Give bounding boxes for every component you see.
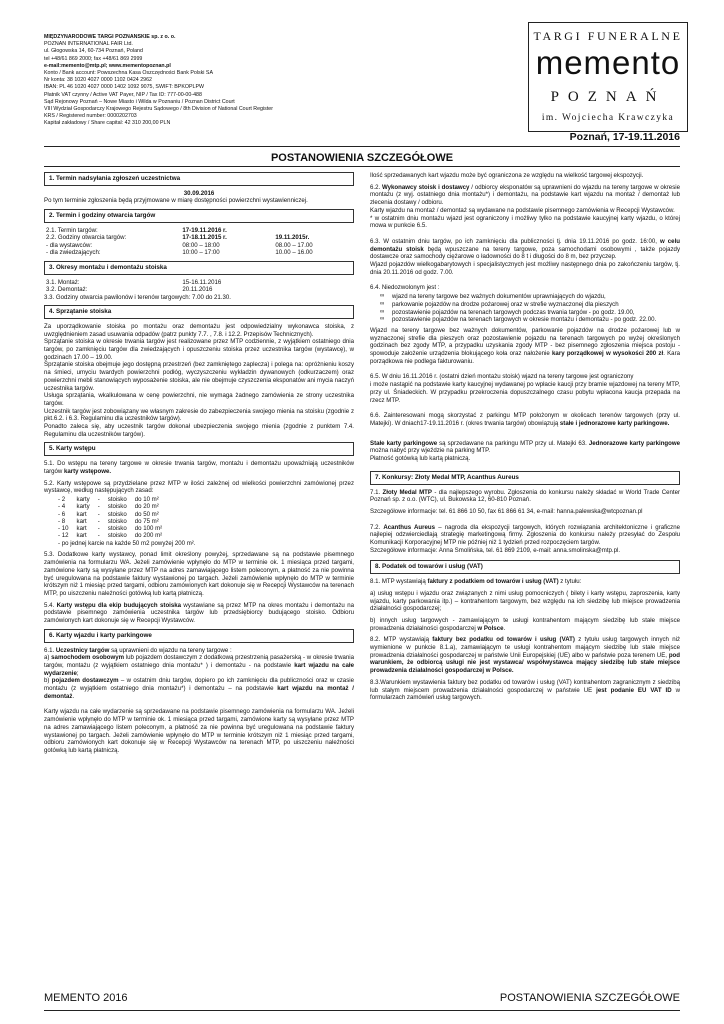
list-item: ∞ pozostawienie pojazdów na terenach targowych podczas trwania targów - po godz. 19.00, xyxy=(380,309,680,317)
text-run: wystawiane są przez MTP na okres montażu i demontażu na podstawie pisemnego zamówienia uczestnika targów lub przedsiębiorcy budującego stoisko. Odbioru zamówionych kart dokonuje się w Recepcji Wystawców. xyxy=(44,601,354,625)
section-8-heading: 8. Podatek od towarów i usług (VAT) xyxy=(370,560,680,574)
logo-line-2: memento xyxy=(535,44,681,81)
section-4-p4: Usługa sprzątania, wkalkulowana w cenę powierzchni, nie wymaga żadnego zamówienia ze strony uczestnika targów. xyxy=(44,392,354,407)
assembly-table xyxy=(44,279,354,294)
company-info-line: KRS / Registered number: 0000202703 xyxy=(44,113,137,120)
text-run: 5.4. xyxy=(44,601,57,609)
text-run: pod warunkiem, że odbiorcą usługi nie jest wystawca/ współwystawca mający siedzibę lub stałe miejsce prowadzenia działalności gospodarczej w Polsce. xyxy=(370,651,680,675)
section-5-p4 xyxy=(44,602,354,625)
section-6-2 xyxy=(370,184,680,207)
company-info-line: tel +48/61 869 2000; fax +48/61 869 2999 xyxy=(44,55,143,62)
section-6-3 xyxy=(370,238,680,261)
company-info-line: VIII Wydział Gospodarczy Krajowego Rejestru Sądowego / 8th Division of National Court Register xyxy=(44,106,274,113)
text-run: 8.3.Warunkiem wystawienia faktury bez podatku od towarów i usług (VAT) kontrahentom zagranicznym z siedzibą lub stałym miejscem prowadzenia działalności gospodarczej w państwie UE xyxy=(370,678,680,694)
text-run: Uczestnicy targów xyxy=(55,646,110,654)
section-5-p1 xyxy=(44,460,354,475)
table-cell: - xyxy=(97,510,100,518)
text-run: są uprawnieni do wjazdu na tereny targowe : xyxy=(109,646,232,654)
table-cell: - xyxy=(97,525,100,533)
company-info-line: Kapitał zakładowy / Share capital: 42 310 200,00 PLN xyxy=(44,120,171,127)
table-cell: - 4 xyxy=(58,503,66,511)
section-8-1 xyxy=(370,578,680,586)
text-run: – w ostatnim dniu targów, dopiero po ich zamknięciu dla publiczności oraz w czasie montażu (z wyjątkiem ostatniego dnia montażu*) i demontażu – na podstawie xyxy=(44,677,354,693)
text-run: - dla najlepszego wyrobu. Zgłoszenia do konkursu należy składać w World Trade Center Poznań sp. z o.o. (WTC), ul. Bukowska 12, 60-810 Poznań. xyxy=(370,488,681,504)
table-row xyxy=(54,496,166,503)
text-run: pojazdem dostawczym xyxy=(51,677,119,685)
text-run: ; xyxy=(76,669,79,677)
entry-cards-table xyxy=(54,496,166,540)
text-run: będą wpuszczane na tereny targowe, poza samochodami osobowymi , także pojazdy dostawcze oraz samochody ciężarowe o ładowności do 8 t i długości do 8 m, bez przyczep. xyxy=(370,245,680,261)
table-cell: - xyxy=(97,517,100,525)
text-run: 6.2. xyxy=(370,183,383,191)
left-column xyxy=(44,172,354,759)
table-cell: do 75 m² xyxy=(134,517,159,525)
table-cell: - xyxy=(97,495,100,503)
section-5-p3: 5.3. Dodatkowe karty wystawcy, ponad limit określony powyżej, sprzedawane są na podstawie pisemnego zamówienia na formularzu WA. Jeżeli zamówienie wpłynęło do MTP w terminie ok. 1 miesiąca przed targami, zamówione karty są wysyłane przez MTP na adres zamawiającego listem poleconym, a płatność za nie powinna być uregulowana na podstawie faktury wystawionej po targach. Jeżeli zamówienie wpłynęło do MTP w terminie krótszym niż 1 miesiąc przed targami, odbioru zamówionych kart dokonuje się w Recepcji Wystawców na terenach MTP, po uiszczeniu należności gotówką lub kartą płatniczą. xyxy=(44,551,354,597)
section-8-2 xyxy=(370,636,680,675)
section-1-heading: 1. Termin nadsyłania zgłoszeń uczestnictwa xyxy=(44,172,354,186)
fair-hours-cell: - dla zwiedzających: xyxy=(46,249,101,257)
company-info-line: ul. Głogowska 14, 60-734 Poznań, Poland xyxy=(44,48,143,55)
header-rule-bottom xyxy=(44,166,680,167)
section-6-p2 xyxy=(44,654,354,677)
text-run: 8.1. MTP wystawiają xyxy=(370,578,428,586)
section-1-date: 30.09.2016 xyxy=(183,189,215,197)
fair-hours-cell: 10:00 – 17:00 xyxy=(182,249,220,257)
section-4-p1: Za uporządkowanie stoiska po montażu oraz demontażu jest odpowiedzialny wykonawca stoiska, z uwzględnieniem zasad usuwania odpadów (patrz punkty 7.7. , 7.8. i 12.2. Przepisów Technicznych). xyxy=(44,322,354,338)
table-cell: do 10 m² xyxy=(134,495,159,503)
text-run: kart wjazdu na montaż / demontaż xyxy=(44,685,354,700)
text-run: karty wstępowe. xyxy=(63,467,112,475)
section-8-1-a: a) usług wstępu i wjazdu oraz związanych z nimi usług pomocniczych ( bilety i karty wstępu, zaproszenia, karty wjazdu, karty parkowania itp.) – kontrahentom targowym, bez względu na ich siedzibę lub miejsce prowadzenia działalności gospodarczej; xyxy=(370,589,680,613)
text-run: w Polsce xyxy=(477,624,504,632)
text-run: lub pojazdem dostawczym z dodatkową przestrzenią pasażerską - w okresie trwania targów, montażu (z wyjątkiem ostatniego dnia montażu* ) i demontażu - na podstawie xyxy=(44,654,354,669)
section-6-3-d: Wjazd pojazdów wielkogabarytowych i specjalistycznych jest możliwy następnego dnia po zakończeniu targów, tj. dnia 20.11.2016 od godz. 7.00. xyxy=(370,261,680,276)
footer-right: POSTANOWIENIA SZCZEGÓŁOWE xyxy=(499,992,680,1004)
company-info-line: Płatnik VAT czynny / Active VAT Payer, NIP / Tax ID: 777-00-00-488 xyxy=(44,91,202,98)
city-date: Poznań, 17-19.11.2016 xyxy=(569,131,680,143)
section-4-p6: Ponadto zaleca się, aby uczestnik targów dokonał ubezpieczenia swojego mienia (zgodnie z punktem 7.4. Regulaminu dla uczestników targów). xyxy=(44,423,354,438)
section-7-2 xyxy=(370,524,680,547)
section-6-heading: 6. Karty wjazdu i karty parkingowe xyxy=(44,629,354,643)
section-3-hours: 3.3. Godziny otwarcia pawilonów i terenów targowych: 7.00 do 21.30. xyxy=(44,293,231,301)
right-p0: Ilość sprzedawanych kart wjazdu może być ograniczona ze względu na wielkość targowej ekspozycji. xyxy=(370,172,644,179)
fair-hours-cell: 08.00 – 17.00 xyxy=(275,241,313,249)
section-6-7 xyxy=(370,440,680,455)
table-cell: do 50 m² xyxy=(134,510,159,518)
table-cell: karty xyxy=(76,495,90,503)
text-run: stałe i jednorazowe karty parkingowe. xyxy=(559,419,670,427)
assembly-cell: 3.1. Montaż: xyxy=(46,278,80,286)
table-cell: - 8 xyxy=(58,517,66,525)
company-info-line: POZNAŃ INTERNATIONAL FAIR Ltd. xyxy=(44,41,133,48)
section-6-4: 6.4. Niedozwolonym jest : xyxy=(370,284,440,292)
section-3-heading: 3. Okresy montażu i demontażu stoiska xyxy=(44,261,354,275)
footer-left: MEMENTO 2016 xyxy=(44,992,128,1004)
fair-hours-cell: 17-18.11.2015 r. xyxy=(182,234,227,242)
table-cell: do 20 m² xyxy=(134,503,159,511)
prohibited-list xyxy=(380,293,680,324)
section-6-2-e: * w ostatnim dniu montażu wjazd jest ograniczony i możliwy tylko na podstawie kaucyjnej karty wjazdu, o której mowa w punkcie 6.5. xyxy=(370,214,680,230)
section-5-heading: 5. Karty wstępu xyxy=(44,442,354,456)
text-run: . Kara porządkowa nie podlega fakturowaniu. xyxy=(370,350,680,365)
text-run: 6.3. W ostatnim dniu targów, po ich zamknięciu dla publiczności tj. dnia 19.11.2016 po godz. 16:00, xyxy=(370,237,661,245)
assembly-cell: 20.11.2016 xyxy=(182,286,213,294)
table-cell: - xyxy=(97,532,100,540)
text-run: kary porządkowej w wysokości 200 zł xyxy=(552,350,664,358)
section-4-heading: 4. Sprzątanie stoiska xyxy=(44,305,354,319)
company-info-line: Nr konta: 38 1020 4027 0000 1102 0424 2962 xyxy=(44,77,152,84)
text-run: . xyxy=(503,624,506,632)
table-cell: stoisko xyxy=(107,532,127,540)
fair-hours-cell: - dla wystawców: xyxy=(46,241,93,249)
fair-hours-cell: 17-19.11.2016 r. xyxy=(182,226,227,234)
text-run: Karty wstępu dla ekip budujących stoiska xyxy=(56,601,182,609)
text-run: kart wjazdu na całe wydarzenie xyxy=(44,661,354,677)
company-info xyxy=(44,34,374,128)
table-cell: stoisko xyxy=(107,503,127,511)
table-cell: kart xyxy=(76,510,87,518)
text-run: w formularzach zamówień usług targowych. xyxy=(370,686,680,702)
text-run: 6.1. xyxy=(44,646,56,654)
text-run: Wykonawcy stoisk i dostawcy xyxy=(382,183,470,191)
fair-hours-cell: 2.1. Termin targów: xyxy=(46,226,98,234)
section-7-2-d: Szczegółowe informacje: Anna Smolińska, tel. 61 869 2109, e-mail: anna.smolinska@mtp.pl. xyxy=(370,546,621,554)
table-cell: - 10 xyxy=(58,525,69,533)
section-4-p3: Sprzątanie stoiska obejmuje jego dostępną przestrzeń (bez zamkniętego zaplecza) i polega na: opróżnieniu koszy na śmieci, umyciu twardych powierzchni podłóg, wyczyszczeniu wykładzin dywanowych (odkurzaczem) oraz powierzchni mebli stanowiących wyposażenie stoiska, ale nie obejmuje czyszczenia eksponatów ani mycia naczyń uczestnika targów. xyxy=(44,361,354,392)
table-cell: stoisko xyxy=(107,525,127,533)
text-run: 7.1. xyxy=(370,488,383,496)
fair-hours-table xyxy=(44,227,354,257)
text-run: Stałe karty parkingowe xyxy=(370,439,438,447)
text-run: są sprzedawane na parkingu MTP przy ul. Matejki 63. xyxy=(437,439,589,447)
text-run: jest podanie EU VAT ID xyxy=(596,686,672,694)
section-6-p3 xyxy=(44,677,354,700)
section-6-5-a: 6.5. W dniu 16.11.2016 r. (ostatni dzień montażu stoisk) wjazd na tereny targowe jest ograniczony xyxy=(370,373,634,381)
text-run: 6.6. Zainteresowani mogą skorzystać z parkingu MTP położonym w okolicach terenów targowych (przy ul. Matejki). W dniach17-19.11.2016 r. (okres trwania targów) obowiązują xyxy=(370,412,680,427)
table-cell: stoisko xyxy=(107,517,127,525)
section-2-heading: 2. Termin i godziny otwarcia targów xyxy=(44,209,354,223)
section-6-4-b xyxy=(370,327,680,366)
text-run: Wjazd na tereny targowe bez ważnych dokumentów, parkowanie pojazdów na drodze pożarowej lub w wyznaczonej strefie dla pieszych oraz pozostawienie pojazdu na terenach targowych po wyżej określonych godzinach bez zgody MTP, a przypadku uzyskania zgody MTP - bez pisemnego zgłoszenia miejsca postoju - spowoduje założenie urządzenia blokującego koła oraz nałożenie xyxy=(370,326,680,358)
text-run: 8.2. MTP wystawiają xyxy=(370,636,433,644)
section-4-p2: Sprzątanie stoiska w okresie trwania targów jest realizowane przez MTP codziennie, z wyjątkiem ostatniego dnia targów, po zamknięciu targów dla zwiedzających i opuszczeniu stoiska przez uczestnika targów (wystawcę), w godzinach 17.00 – 19.00. xyxy=(44,338,354,361)
list-item: ∞ pozostawienie pojazdów na terenach targowych w okresie montażu i demontażu - po godz. 22.00. xyxy=(380,316,680,324)
logo-line-4: im. Wojciecha Krawczyka xyxy=(541,113,675,123)
logo-line-1: TARGI FUNERALNE xyxy=(533,29,683,43)
company-info-line: MIĘDZYNARODOWE TARGI POZNAŃSKIE sp. z o. o. xyxy=(44,34,176,40)
table-cell: stoisko xyxy=(107,510,127,518)
table-cell: kart xyxy=(76,517,87,525)
table-cell: kart xyxy=(76,532,87,540)
text-run: samochodem osobowym xyxy=(51,654,125,662)
section-1-text: Po tym terminie zgłoszenia będą przyjmowane w miarę dostępności powierzchni wystawienniczej. xyxy=(44,197,308,205)
right-column xyxy=(370,172,680,706)
company-info-line: Sąd Rejonowy Poznań – Nowe Miasto i Wilda w Poznaniu / Poznan District Court xyxy=(44,98,235,105)
page-title: POSTANOWIENIA SZCZEGÓŁOWE xyxy=(270,152,454,164)
text-run: faktury z podatkiem od towarów i usług (VAT) xyxy=(427,578,559,586)
table-cell: do 200 m² xyxy=(134,532,163,540)
section-6-p4: Karty wjazdu na całe wydarzenie są sprzedawane na podstawie pisemnego zamówienia na formularzu WA. Jeżeli zamówienie wpłynęło do MTP w terminie ok. 1 miesiąca przed targami, zamówione karty są wysyłane przez MTP na adres zamawiającego listem poleconym, a płatność za nie powinna być uregulowana na podstawie faktury wystawionej po targach. Jeżeli zamówienie wpłynęło do MTP w terminie krótszym niż 1 miesiąc przed targami, odbioru zamówionych kart dokonuje się w Recepcji Wystawców na terenach MTP, po uiszczeniu należności gotówką lub kartą płatniczą. xyxy=(44,708,354,754)
text-run: faktury bez podatku od towarów i usług (VAT) xyxy=(432,636,575,644)
section-6-2-d: Karty wjazdu na montaż / demontaż są wydawane na podstawie pisemnego zamówienia w Recepcji Wystawców. xyxy=(370,206,675,214)
text-run: Acanthus Aureus xyxy=(383,523,436,531)
list-item: ∞ parkowanie pojazdów na drodze pożarowej oraz w strefie wyznaczonej dla pieszych xyxy=(380,301,680,309)
fair-hours-cell: 2.2. Godziny otwarcia targów: xyxy=(46,234,127,242)
text-run: można nabyć przy wjeździe na parking MTP. xyxy=(370,447,491,455)
table-cell: stoisko xyxy=(107,495,127,503)
table-row xyxy=(54,525,166,532)
text-run: b) xyxy=(44,677,52,685)
table-cell: - xyxy=(97,503,100,511)
header-rule-top xyxy=(44,146,680,147)
text-run: 5.1. Do wstępu na tereny targowe w okresie trwania targów, montażu i demontażu upoważniają uczestników targów xyxy=(44,460,354,475)
section-8-3 xyxy=(370,679,680,702)
section-6-7-e: Płatność gotówką lub kartą płatniczą. xyxy=(370,455,471,463)
company-info-line: Konto / Bank account: Powszechna Kasa Oszczędności Bank Polski SA xyxy=(44,70,214,77)
fair-hours-cell xyxy=(273,227,354,235)
table-cell: - 12 xyxy=(58,532,69,540)
text-run: / odbiorcy eksponatów są uprawnieni do wjazdu na tereny targowe w okresie montażu (z wyj. ostatniego dnia montażu*) i demontażu, na podstawie kart wjazdu na montaż / demontaż lub zlecenia dostawy / odbioru. xyxy=(370,183,680,207)
table-cell: do 100 m² xyxy=(134,525,163,533)
fair-hours-cell: 19.11.2015r. xyxy=(275,234,310,242)
section-6-p1 xyxy=(44,647,354,655)
table-cell: kart xyxy=(76,525,87,533)
text-run: a) xyxy=(44,654,52,662)
logo-line-3: POZNAŃ xyxy=(550,89,666,105)
text-run: b) innych usług targowych - zamawiającym te usługi kontrahentom mającym siedzibę lub stałe miejsce prowadzenia działalności gospodarczej xyxy=(370,616,680,632)
table-row xyxy=(54,518,166,525)
section-7-heading: 7. Konkursy: Złoty Medal MTP, Acanthus Aureus xyxy=(370,471,680,485)
section-5-p2: 5.2. Karty wstępowe są przydzielane przez MTP w ilości zależnej od wielkości powierzchni zamówionej przez wystawcę, według następujących zasad: xyxy=(44,479,354,495)
table-cell: - 2 xyxy=(58,495,66,503)
memento-logo xyxy=(528,22,688,132)
table-row xyxy=(54,511,166,518)
assembly-cell: 15-16.11.2016 xyxy=(182,278,222,286)
text-run: . xyxy=(72,692,75,700)
table-cell: karty xyxy=(76,503,90,511)
company-info-line: e-mail:memento@mtp.pl; www.mementopoznan.pl xyxy=(44,62,171,69)
section-7-1-d: Szczegółowe informacje: tel. 61 866 10 50, fax 61 866 61 34, e-mail: hanna.palewska@wtcpoznan.pl xyxy=(370,507,643,515)
list-item: ∞ wjazd na tereny targowe bez ważnych dokumentów uprawniających do wjazdu, xyxy=(380,293,680,301)
fair-hours-cell: 10.00 – 16.00 xyxy=(275,249,313,257)
fair-hours-cell: 08:00 – 18:00 xyxy=(182,241,220,249)
text-run: 7.2. xyxy=(370,523,384,531)
footer-rule xyxy=(44,1010,680,1011)
section-6-6 xyxy=(370,412,680,427)
company-info-line: IBAN: PL 46 1020 4027 0000 1402 1092 9075, SWIFT: BPKOPLPW xyxy=(44,84,204,91)
section-4-p5: Uczestnik targów jest zobowiązany we własnym zakresie do zabezpieczenia swojego mienia na stoisku (zgodnie z pkt.6.2. i 6.3. Regulaminu dla uczestników targów). xyxy=(44,407,354,423)
table-cell: - 6 xyxy=(58,510,66,518)
table-row xyxy=(54,503,166,510)
text-run: Jednorazowe karty parkingowe xyxy=(588,439,680,447)
entry-cards-extra: - po jednej karcie na każde 50 m2 powyżej 200 m². xyxy=(58,539,196,547)
section-6-5-b: i może nastąpić na podstawie karty kaucyjnej wydawanej po wpłacie kaucji przy bramie wjazdowej na tereny MTP, przy ul. Śniadeckich. W przypadku przekroczenia dopuszczalnego czasu pobytu wpłacona kaucja przepada na rzecz MTP. xyxy=(370,381,680,404)
text-run: z tytułu: xyxy=(558,578,582,586)
section-8-1-b xyxy=(370,617,680,632)
text-run: – nagroda dla ekspozycji targowych, których rozwiązania architektoniczne i graficzne najlepiej odzwierciedlają strategię marketingową firmy. Zgłoszenia do konkursu należy przesyłać do Zespołu Komunikacji Korporacyjnej MTP nie później niż 1 tydzień przed rozpoczęciem targów. xyxy=(370,523,681,547)
text-run: Złoty Medal MTP xyxy=(382,488,432,496)
text-run: z tytułu usług targowych innych niż wymienione w punkcie 8.1.a), zamawiającym te usługi kontrahentom mającym siedzibę lub stałe miejsce prowadzenia działalności gospodarczej w państwie Unii Europejskiej (UE) albo w państwie poza terenem UE, xyxy=(370,636,681,659)
table-row xyxy=(54,532,166,539)
text-run: w celu demontażu stoisk xyxy=(370,237,680,253)
section-7-1 xyxy=(370,489,680,504)
assembly-cell: 3.2. Demontaż: xyxy=(46,286,88,294)
